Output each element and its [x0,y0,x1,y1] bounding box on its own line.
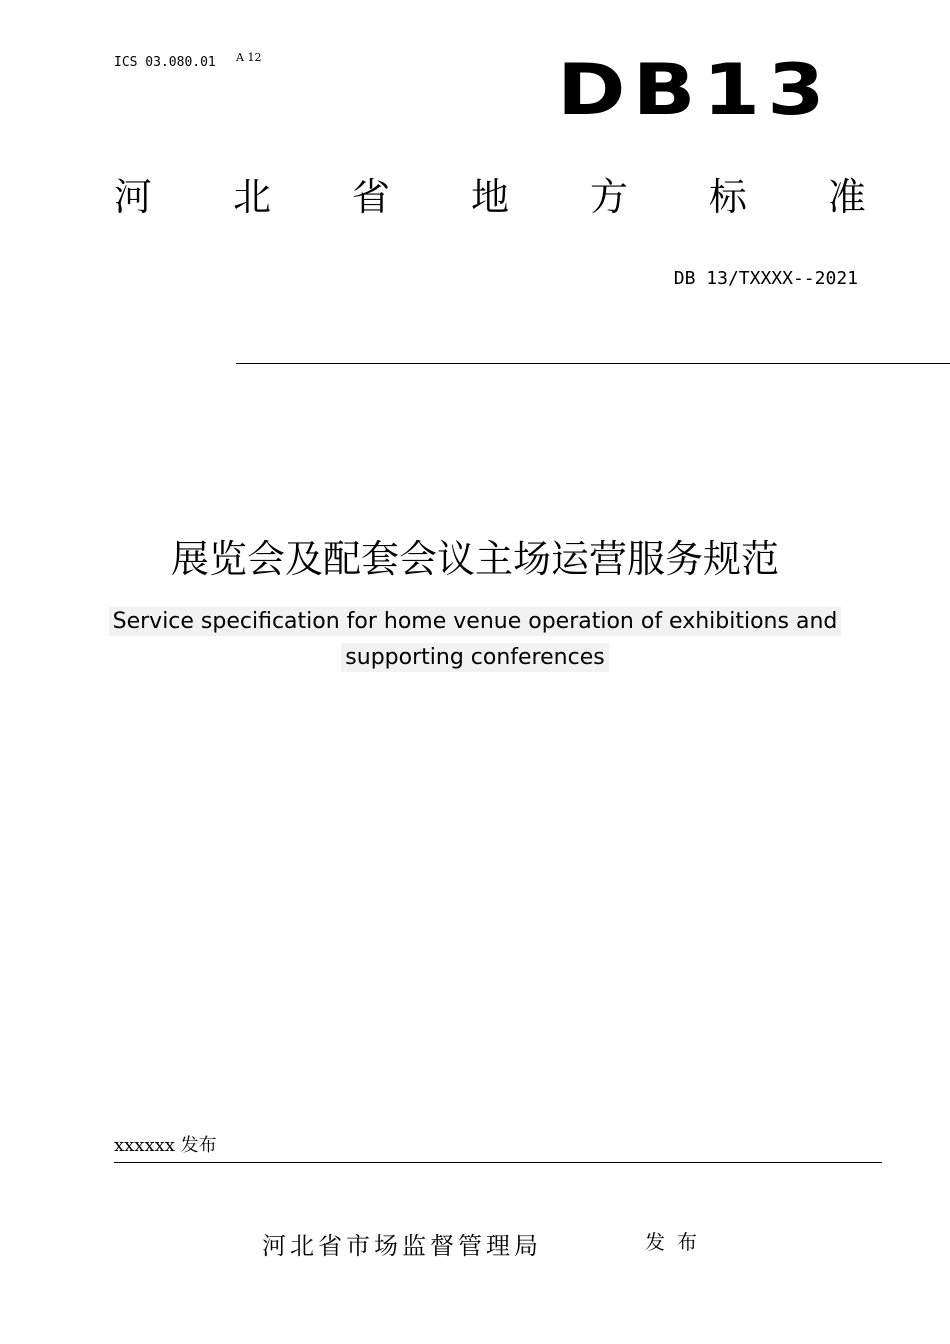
issue-label: 发布 [645,1230,709,1254]
english-title-line-2: supporting conferences [341,643,608,672]
standard-type-char: 省 [351,175,390,219]
standard-type-char: 方 [589,175,628,219]
standard-logo: DB13 [557,49,832,131]
standard-type-char: 北 [232,175,271,219]
standard-type-char: 准 [827,175,866,219]
document-title-chinese: 展览会及配套会议主场运营服务规范 [170,537,779,581]
issuing-authority: 河北省市场监督管理局 [262,1232,542,1260]
standard-type-char: 标 [708,175,747,219]
footer-divider [114,1162,882,1163]
standard-number: DB 13/TXXXX--2021 [673,268,858,289]
standard-type-heading [114,174,866,220]
publish-date: xxxxxx 发布 [114,1135,217,1156]
english-title-line-1: Service specification for home venue operation of exhibitions and [109,607,842,636]
classification-code: A 12 [236,51,262,64]
standard-type-char: 地 [470,175,509,219]
ics-code: ICS 03.080.01 [114,55,216,70]
header-divider [236,363,950,364]
document-title-english [100,604,850,676]
standard-type-char: 河 [114,175,153,219]
